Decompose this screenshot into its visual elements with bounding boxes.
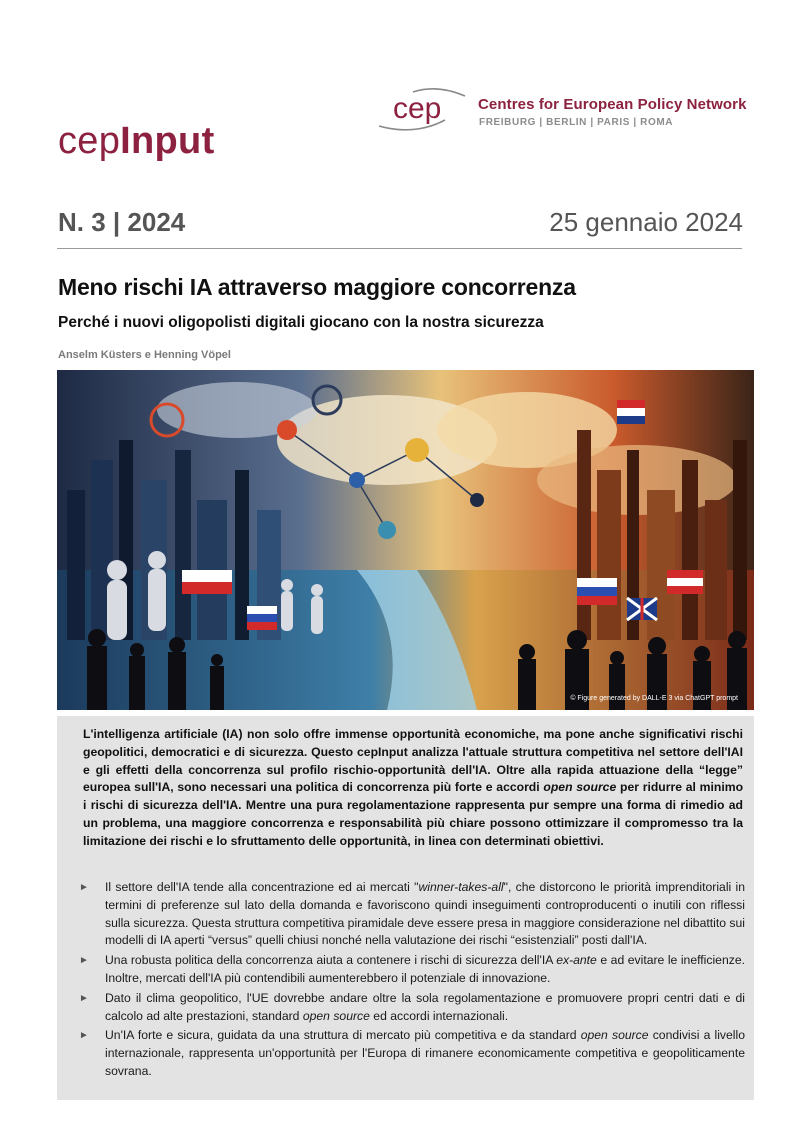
series-brand bbox=[58, 120, 215, 163]
cep-logo bbox=[375, 84, 475, 136]
brand-suffix: Input bbox=[120, 120, 215, 162]
cep-logo-text: cep bbox=[393, 92, 442, 125]
figure-credit: © Figure generated by DALL-E 3 via ChatGPT prompt bbox=[570, 695, 738, 702]
bullet-arrow-icon: ► bbox=[79, 992, 89, 1004]
key-points-list bbox=[75, 879, 745, 1083]
key-point-emphasis: winner-takes-all bbox=[418, 880, 504, 894]
key-point-text-b: ", che distorcono le priorità imprenditoriali in termini di preferenze sul lato della domanda e favoriscono quindi inseguimenti controproducenti o inutili con riflessi sulla sicurezza. Questa struttura competitiva piramidale deve essere presa in maggiore considerazione nel dibattito sui modelli di IA aperti “versus” quelli chiusi nonché nella valutazione dei rischi “esistenziali” posti dall'IA. bbox=[105, 880, 746, 948]
cover-illustration bbox=[57, 370, 754, 710]
abstract-emphasis: open source bbox=[543, 780, 617, 795]
key-point-emphasis: ex-ante bbox=[556, 953, 597, 968]
abstract-text-a: L'intelligenza artificiale (IA) non solo offre immense opportunità economiche, ma pone anche significativi rischi geopolitici, democratici e di sicurezza. Questo cepInput analizza l'attuale struttura competitiva nel settore dell'IAI e gli effetti della concorrenza sul profilo rischio-opportunità dell'IA. Oltre alla rapida attuazione della “legge” europea sull'IA, sono necessari una politica di concorrenza più forte e accordi bbox=[83, 727, 743, 795]
bullet-arrow-icon: ► bbox=[79, 1030, 89, 1042]
article-subtitle: Perché i nuovi oligopolisti digitali giocano con la nostra sicurezza bbox=[58, 314, 544, 331]
summary-box bbox=[57, 716, 754, 1100]
article-authors: Anselm Küsters e Henning Vöpel bbox=[58, 349, 231, 361]
abstract-text-b: per ridurre al minimo i rischi di sicurezza dell'IA. Mentre una pura regolamentazione rappresenta pur sempre una forma di rimedio ad un problema, una maggiore concorrenza e responsabilità più chiare possono ottimizzare il compromesso tra la limitazione dei rischi e lo sfruttamento delle opportunità, in linea con determinati obiettivi. bbox=[83, 780, 744, 848]
bullet-arrow-icon: ► bbox=[79, 955, 89, 967]
brand-prefix: cep bbox=[58, 120, 121, 162]
key-point-emphasis: open source bbox=[580, 1028, 649, 1043]
key-point-text-a: Un'IA forte e sicura, guidata da una struttura di mercato più competitiva e da standard bbox=[105, 1028, 581, 1043]
key-point bbox=[75, 990, 745, 1026]
abstract-paragraph bbox=[83, 726, 743, 851]
key-point-text-a: Il settore dell'IA tende alla concentrazione ed ai mercati " bbox=[105, 880, 419, 894]
key-point-text-a: Dato il clima geopolitico, l'UE dovrebbe andare oltre la sola regolamentazione e promuovere propri centri dati e di calcolo ad alte prestazioni, standard bbox=[105, 990, 745, 1023]
key-point-emphasis: open source bbox=[302, 1008, 370, 1023]
issue-number: N. 3 | 2024 bbox=[58, 207, 186, 237]
bullet-arrow-icon: ► bbox=[79, 882, 89, 893]
key-point-text-b: ed accordi internazionali. bbox=[369, 1008, 509, 1023]
org-name: Centres for European Policy Network bbox=[478, 96, 747, 113]
key-point-text-b: e ad evitare le inefficienze. Inoltre, mercati dell'IA più contendibili aumenterebbero il potenziale di innovazione. bbox=[105, 953, 745, 985]
header-divider bbox=[57, 248, 742, 249]
article-title: Meno rischi IA attraverso maggiore concorrenza bbox=[58, 274, 576, 300]
key-point bbox=[75, 1027, 745, 1080]
issue-date: 25 gennaio 2024 bbox=[549, 207, 743, 237]
key-point-text-b: condivisi a livello internazionale, rappresenta un'opportunità per l'Europa di rimanere economicamente competitiva e geopoliticamente sovrana. bbox=[105, 1028, 745, 1078]
key-point-text-a: Una robusta politica della concorrenza aiuta a contenere i rischi di sicurezza dell'IA bbox=[105, 953, 557, 968]
key-point bbox=[75, 952, 745, 988]
org-cities: FREIBURG | BERLIN | PARIS | ROMA bbox=[479, 117, 674, 128]
key-point bbox=[75, 879, 745, 950]
